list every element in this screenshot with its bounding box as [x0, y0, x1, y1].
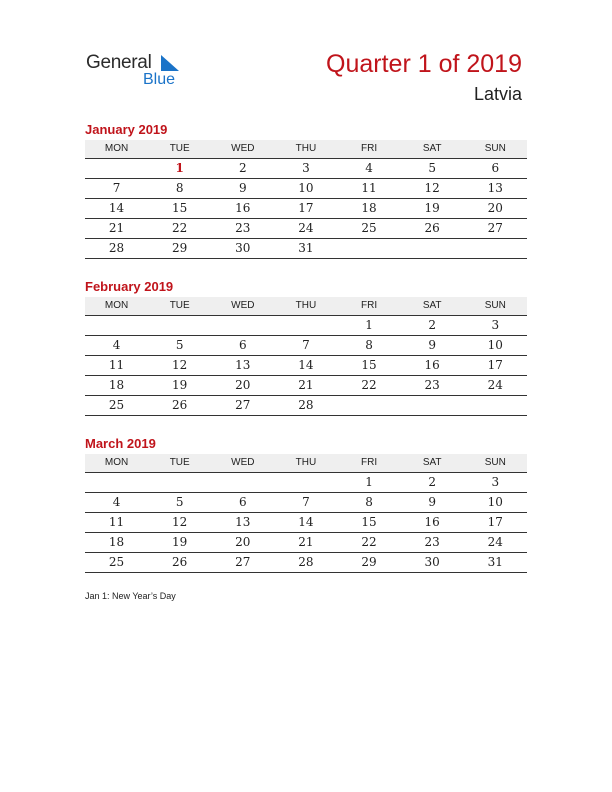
day-cell: 3 [491, 475, 500, 489]
day-cell: 31 [298, 241, 314, 255]
day-cell: 28 [298, 398, 314, 412]
day-cell: 2 [428, 318, 436, 332]
day-cell: 2 [428, 475, 436, 489]
day-cell: 16 [424, 515, 440, 529]
day-cell: 16 [424, 358, 440, 372]
day-cell: 22 [361, 378, 377, 392]
day-cell: 17 [298, 201, 314, 215]
day-cell: 7 [302, 495, 310, 509]
day-cell: 1 [365, 318, 373, 332]
day-cell: 16 [235, 201, 251, 215]
week-row [85, 473, 527, 493]
week-row [85, 219, 527, 239]
month-calendar [85, 279, 527, 416]
day-cell: 4 [112, 338, 121, 352]
day-cell: 3 [302, 161, 310, 175]
weekday-label: SUN [484, 457, 506, 468]
day-cell: 28 [298, 555, 314, 569]
week-row [85, 159, 527, 179]
week-row [85, 316, 527, 336]
week-row [85, 356, 527, 376]
weekday-label: SAT [422, 143, 442, 154]
weekday-header [85, 454, 527, 473]
day-cell: 26 [172, 398, 188, 412]
weekday-label: THU [295, 143, 317, 154]
day-cell: 23 [235, 221, 251, 235]
day-cell [464, 396, 527, 415]
weekday-label: SAT [422, 300, 442, 311]
day-cell: 20 [235, 535, 251, 549]
month-name: February 2019 [85, 279, 174, 294]
day-cell: 27 [235, 398, 251, 412]
day-cell [85, 473, 148, 492]
day-cell: 24 [487, 378, 503, 392]
weekday-label: THU [295, 300, 317, 311]
day-cell: 22 [361, 535, 377, 549]
day-cell: 4 [112, 495, 121, 509]
month-name: March 2019 [85, 436, 156, 451]
day-cell: 10 [487, 495, 503, 509]
day-cell: 21 [108, 221, 125, 235]
day-cell: 24 [298, 221, 314, 235]
day-cell: 26 [424, 221, 440, 235]
week-row [85, 396, 527, 416]
week-row [85, 533, 527, 553]
day-cell: 28 [108, 241, 125, 255]
day-cell [401, 396, 464, 415]
day-cell: 20 [235, 378, 251, 392]
day-cell [85, 316, 148, 335]
day-cell: 22 [172, 221, 188, 235]
day-cell: 18 [108, 378, 125, 392]
day-cell: 29 [361, 555, 377, 569]
day-cell: 25 [108, 555, 125, 569]
day-cell: 7 [112, 181, 121, 195]
week-row [85, 239, 527, 259]
day-cell: 18 [108, 535, 125, 549]
day-cell [401, 239, 464, 258]
day-cell: 12 [172, 358, 188, 372]
day-cell: 12 [424, 181, 440, 195]
month-calendar [85, 436, 527, 573]
day-cell: 4 [365, 161, 373, 175]
day-cell: 6 [491, 161, 500, 175]
day-cell: 11 [361, 181, 377, 195]
day-cell: 15 [361, 358, 377, 372]
day-cell: 3 [491, 318, 500, 332]
day-cell [464, 239, 527, 258]
day-cell: 19 [172, 378, 188, 392]
weekday-label: MON [104, 457, 129, 468]
weekday-label: SAT [422, 457, 442, 468]
weekday-header [85, 297, 527, 316]
day-cell [211, 316, 274, 335]
holiday-note: Jan 1: New Year’s Day [85, 591, 176, 601]
day-cell: 13 [235, 515, 251, 529]
week-row [85, 493, 527, 513]
day-cell: 17 [487, 515, 503, 529]
day-cell: 8 [365, 495, 373, 509]
weekday-label: WED [231, 457, 255, 468]
day-cell: 2 [238, 161, 247, 175]
day-cell: 5 [428, 161, 436, 175]
day-cell: 27 [235, 555, 251, 569]
day-cell: 13 [235, 358, 251, 372]
weekday-label: MON [104, 143, 129, 154]
week-row [85, 179, 527, 199]
logo-triangle-icon [161, 55, 179, 71]
day-cell: 19 [172, 535, 188, 549]
day-cell: 25 [108, 398, 125, 412]
week-row [85, 376, 527, 396]
day-cell: 9 [428, 495, 436, 509]
day-cell: 26 [172, 555, 188, 569]
logo [86, 52, 196, 92]
logo-blue-text: Blue [143, 71, 176, 88]
day-cell: 14 [298, 515, 314, 529]
day-cell: 30 [424, 555, 440, 569]
day-cell: 7 [302, 338, 310, 352]
day-cell: 9 [238, 181, 247, 195]
day-cell [338, 396, 401, 415]
day-cell: 5 [175, 338, 184, 352]
day-cell: 31 [487, 555, 503, 569]
day-cell [338, 239, 401, 258]
day-cell: 11 [108, 358, 125, 372]
weekday-label: TUE [169, 300, 190, 311]
week-row [85, 199, 527, 219]
page-title: Quarter 1 of 2019 [326, 50, 522, 78]
weekday-label: SUN [484, 300, 506, 311]
month-name: January 2019 [85, 122, 168, 137]
day-cell: 14 [108, 201, 125, 215]
day-cell: 15 [361, 515, 377, 529]
day-cell: 1 [175, 161, 184, 175]
day-cell: 15 [172, 201, 188, 215]
day-cell: 13 [487, 181, 503, 195]
day-cell: 30 [235, 241, 251, 255]
day-cell: 8 [365, 338, 373, 352]
day-cell: 11 [108, 515, 125, 529]
day-cell: 10 [487, 338, 503, 352]
week-row [85, 513, 527, 533]
day-cell: 23 [424, 535, 440, 549]
day-cell: 23 [424, 378, 440, 392]
day-cell: 14 [298, 358, 314, 372]
weekday-label: MON [104, 300, 129, 311]
weekday-label: TUE [169, 457, 190, 468]
weekday-label: FRI [361, 143, 378, 154]
day-cell: 12 [172, 515, 188, 529]
day-cell: 21 [298, 378, 314, 392]
day-cell [85, 159, 148, 178]
day-cell: 20 [487, 201, 503, 215]
weekday-label: FRI [361, 300, 378, 311]
weekday-label: WED [231, 143, 255, 154]
day-cell [274, 316, 337, 335]
month-calendar [85, 122, 527, 259]
day-cell: 19 [424, 201, 440, 215]
day-cell: 8 [175, 181, 184, 195]
country-name: Latvia [473, 84, 522, 104]
day-cell: 6 [238, 495, 247, 509]
day-cell: 5 [175, 495, 184, 509]
logo-general-text: General [86, 52, 152, 73]
day-cell [274, 473, 337, 492]
day-cell: 29 [172, 241, 188, 255]
day-cell: 18 [361, 201, 377, 215]
day-cell: 21 [298, 535, 314, 549]
day-cell [211, 473, 274, 492]
weekday-header [85, 140, 527, 159]
weekday-label: SUN [484, 143, 506, 154]
day-cell: 27 [487, 221, 503, 235]
day-cell [148, 316, 211, 335]
week-row [85, 553, 527, 573]
day-cell: 6 [238, 338, 247, 352]
day-cell [148, 473, 211, 492]
weekday-label: WED [231, 300, 255, 311]
day-cell: 25 [361, 221, 377, 235]
day-cell: 10 [298, 181, 314, 195]
week-row [85, 336, 527, 356]
weekday-label: THU [295, 457, 317, 468]
weekday-label: TUE [169, 143, 190, 154]
day-cell: 9 [428, 338, 436, 352]
day-cell: 17 [487, 358, 503, 372]
weekday-label: FRI [361, 457, 378, 468]
day-cell: 1 [365, 475, 373, 489]
day-cell: 24 [487, 535, 503, 549]
